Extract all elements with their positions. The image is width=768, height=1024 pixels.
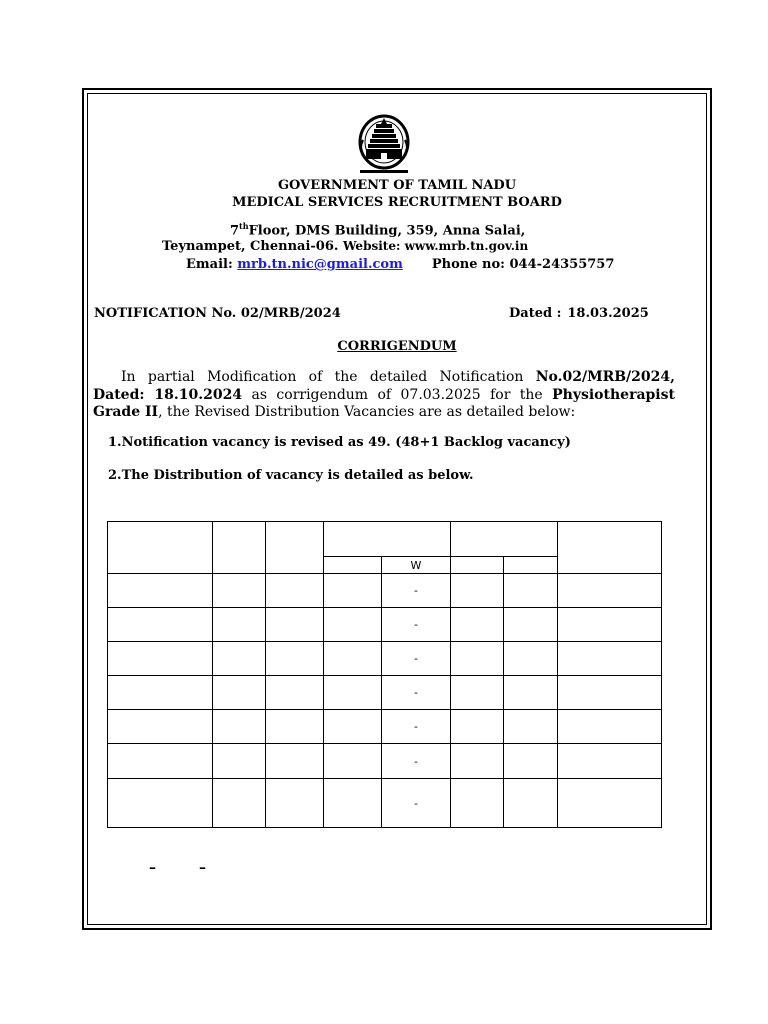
table-cell-dash: -: [382, 642, 451, 676]
point-2: 2.The Distribution of vacancy is detailed as below.: [108, 468, 474, 483]
header-address-line2: Teynampet, Chennai-06. Website: www.mrb.tn.gov.in: [162, 239, 529, 254]
table-row: [108, 779, 662, 828]
header-contact-line: Email: mrb.tn.nic@gmail.com Phone no: 044-24355757: [186, 257, 615, 272]
point-1: 1.Notification vacancy is revised as 49. (48+1 Backlog vacancy): [108, 435, 571, 450]
table-header-cell: [324, 522, 451, 557]
table-subheader-cell: [504, 557, 558, 574]
table-cell-dash: -: [382, 710, 451, 744]
table-header-cell: [451, 522, 558, 557]
table-row: [108, 744, 662, 779]
header-address-line1: 7thFloor, DMS Building, 359, Anna Salai,: [230, 221, 526, 239]
table-cell-dash: -: [382, 744, 451, 779]
table-header-cell: [213, 522, 266, 574]
table-subheader-cell: [451, 557, 504, 574]
table-header-cell: [266, 522, 324, 574]
notification-date: Dated : 18.03.2025: [509, 306, 649, 321]
phone-number: 044-24355757: [509, 257, 615, 272]
email-link[interactable]: mrb.tn.nic@gmail.com: [237, 257, 403, 272]
header-board-name: MEDICAL SERVICES RECRUITMENT BOARD: [232, 195, 562, 210]
table-cell-dash: -: [382, 574, 451, 608]
table-subheader-w: W: [382, 557, 451, 574]
table-cell-dash: -: [382, 676, 451, 710]
body-paragraph: In partial Modification of the detailed Notification No.02/MRB/2024, Dated: 18.10.2024 as corrigendum of 07.03.2025 for the Physiotherapist Grade II, the Revised Distribution Vacancies are as detailed below:: [93, 369, 675, 420]
table-header-cell: [558, 522, 662, 574]
table-header-row: [108, 522, 662, 557]
footer-dash: –: [149, 860, 156, 876]
table-header-cell: [108, 522, 213, 574]
government-emblem-icon: [345, 112, 423, 178]
table-row: [108, 642, 662, 676]
table-cell-dash: -: [382, 779, 451, 828]
website-text: www.mrb.tn.gov.in: [404, 239, 529, 253]
table-row: [108, 676, 662, 710]
table-row: [108, 710, 662, 744]
header-government: GOVERNMENT OF TAMIL NADU: [277, 178, 517, 193]
table-cell-dash: -: [382, 608, 451, 642]
table-subheader-cell: [324, 557, 382, 574]
vacancy-distribution-table: [107, 521, 662, 828]
footer-dash: –: [199, 860, 206, 876]
table-row: [108, 574, 662, 608]
table-row: [108, 608, 662, 642]
corrigendum-title: CORRIGENDUM: [337, 339, 457, 354]
notification-number: NOTIFICATION No. 02/MRB/2024: [94, 306, 341, 321]
